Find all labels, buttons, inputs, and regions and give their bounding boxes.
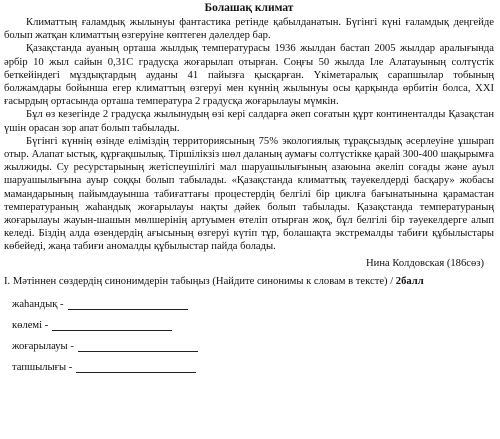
answer-blank[interactable] (68, 299, 188, 310)
word-label: жоғарылауы - (12, 340, 74, 352)
word-label: жаһандық - (12, 298, 64, 310)
document-title: Болашақ климат (204, 2, 294, 14)
answer-blank[interactable] (78, 341, 198, 352)
task-instruction (4, 275, 494, 289)
answer-row-4 (4, 352, 494, 373)
task-text: I. Мәтіннен сөздердің синонимдерін табыңыз (Найдите синонимы к словам в тексте) / (4, 275, 396, 287)
task-points: 2балл (395, 275, 424, 287)
answer-row-2 (4, 310, 494, 331)
answer-blank[interactable] (52, 320, 172, 331)
paragraph-3: Бұл өз кезегінде 2 градусқа жылынудың өзі кері салдарға әкеп соғатын құрт континенталды Қазақстан үшін орасан зор апат болып табылады. (4, 109, 494, 134)
paragraph-4: Бүгінгі күннің өзінде еліміздің территориясының 75% экологиялық тұрақсыздық әсерлеуіне ұшырап отыр. Алапат ыстық, құрғақшылық. Тіршілікзіз шөл даланың аумағы солтүстікке қарай 300-400 шақырымға жылжиды. Су ресурстарының жетіспеушілігі мал шаруашылығының азаюына әкеліп соғады және ауыл шаруашылығына ауыр соққы болып табылады. «Қазақстанда климаттық тәуекелдерді басқару» жобасы мамандарының пайымдауынша табиғаттағы процестердің белгілі бір циклға бағынатынына қарамастан температураның жаһандық жоғарылауы нақты дәйек болып табылады. Қазақстанда температураның жоғарылауы жауын-шашын мөлшерінің артуымен өтеліп отырған жоқ, бұл белгілі бір тәуекелдерге алып келеді. Біздің алда өзендердің ағысының өзгеруі күтіп тұр, болашақта экстремалды табиғи құбылыстары көбейеді, жаңа табиғи аномалды құбылыстар пайда болады. (4, 135, 494, 253)
answer-blank[interactable] (76, 362, 196, 373)
word-label: тапшылығы - (12, 361, 73, 373)
paragraph-2: Қазақстанда ауаның орташа жылдық температурасы 1936 жылдан бастап 2005 жылдар аралығында әрбір 10 жыл сайын 0,31С градусқа жоғарылап отырған. Соңғы 50 жылда Іле Алатауының солтүстік беткейіндегі мұздықтардың ауданы 41 пайызға қысқарған. Үкіметаралық сарапшылар тобының болжамдары бойынша егер климаттың өзгеруі мен күннің жылынуы осы қарқында өрбитін болса, ХХІ ғасырдың ортасында орташа температура 2 градусқа жоғарылауы мүмкін. (4, 43, 494, 108)
answer-row-1 (4, 289, 494, 310)
word-label: көлемі - (12, 319, 49, 331)
paragraph-1: Климаттың ғаламдық жылынуы фантастика ретінде қабылданатын. Бүгінгі күні ғаламдық деңгейде болып жатқан климаттың өзгеруіне көптеген дәлелдер бар. (4, 17, 494, 42)
author-line: Нина Колдовская (186сөз) (366, 257, 484, 269)
answer-row-3 (4, 331, 494, 352)
